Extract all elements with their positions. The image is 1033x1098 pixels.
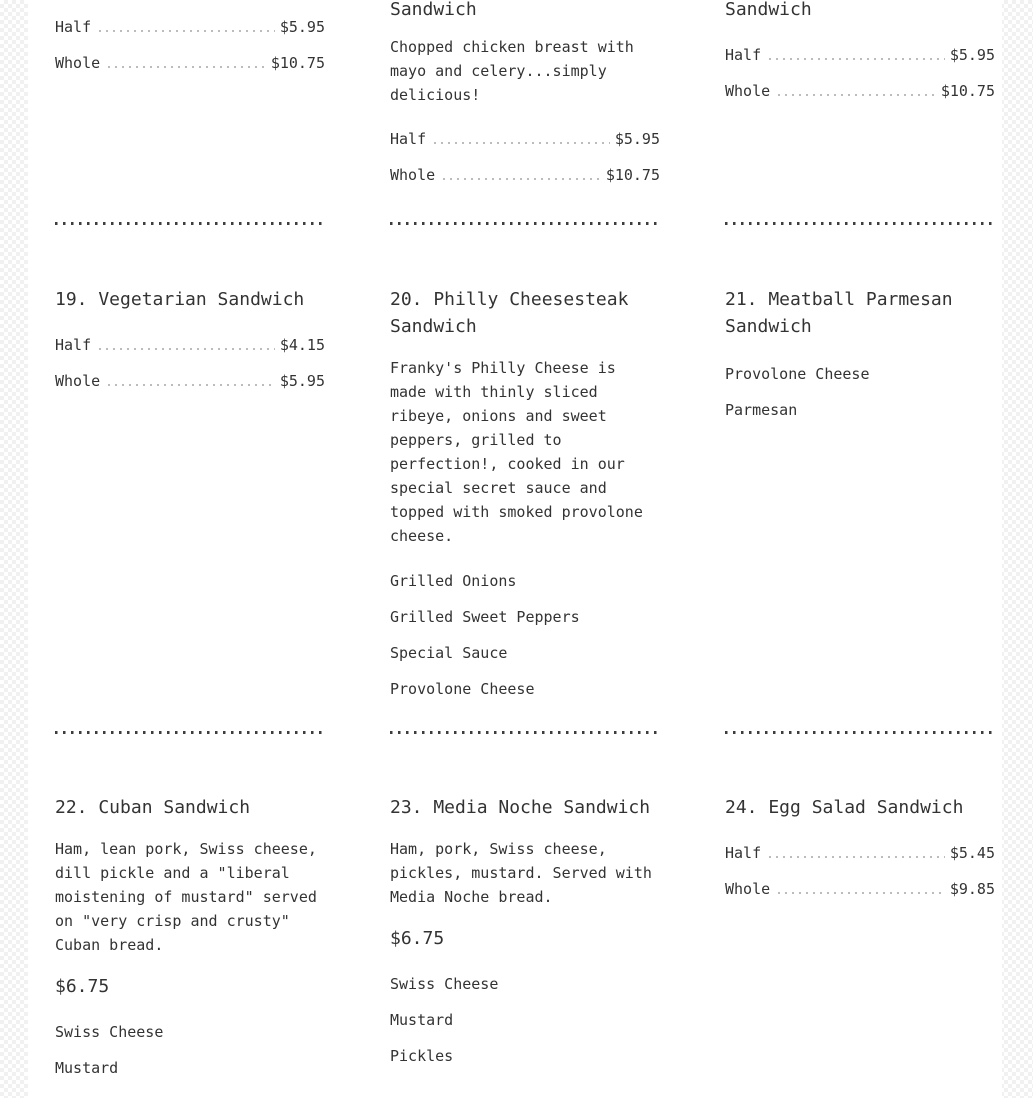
- menu-item: [390, 794, 660, 1098]
- ingredient: Grilled Onions: [390, 572, 517, 590]
- ingredient: Provolone Cheese: [725, 365, 870, 383]
- dot-leader: [99, 348, 275, 350]
- price-row: [55, 55, 325, 71]
- dot-leader: [769, 856, 945, 858]
- ingredient: Parmesan: [725, 401, 798, 419]
- menu-item: [55, 794, 325, 1098]
- single-price: $6.75: [390, 928, 445, 949]
- price-value: $10.75: [605, 166, 660, 184]
- price-row: [390, 167, 660, 183]
- menu-item: [55, 0, 325, 225]
- price-value: $5.95: [279, 372, 325, 390]
- price-value: $5.95: [614, 130, 660, 148]
- price-size-label: Half: [55, 18, 92, 36]
- price-value: $10.75: [940, 82, 995, 100]
- price-value: $5.95: [279, 18, 325, 36]
- dot-leader: [108, 384, 275, 386]
- menu-item-description: Franky's Philly Cheese is made with thinly sliced ribeye, onions and sweet peppers, grilled to perfection!, cooked in our special secret sauce and topped with smoked provolone cheese.: [390, 359, 643, 545]
- price-size-label: Whole: [725, 82, 771, 100]
- menu-item: [390, 0, 660, 225]
- price-size-label: Whole: [390, 166, 436, 184]
- content-panel: [28, 0, 1002, 1098]
- menu-row: [28, 734, 1002, 1098]
- menu-item-title: 21. Meatball Parmesan Sandwich: [725, 289, 953, 337]
- menu-item-title: 19. Vegetarian Sandwich: [55, 289, 305, 310]
- price-value: $5.95: [949, 46, 995, 64]
- menu-item-title: Sandwich: [390, 0, 477, 20]
- price-size-label: Half: [55, 336, 92, 354]
- dot-leader: [778, 892, 945, 894]
- price-size-label: Half: [725, 46, 762, 64]
- price-value: $4.15: [279, 336, 325, 354]
- price-size-label: Whole: [55, 54, 101, 72]
- price-value: $5.45: [949, 844, 995, 862]
- price-row: [55, 19, 325, 35]
- ingredient: Mustard: [390, 1011, 454, 1029]
- menu-item: [725, 286, 995, 734]
- ingredient: Grilled Sweet Peppers: [390, 608, 580, 626]
- price-value: $10.75: [270, 54, 325, 72]
- ingredient: Mustard: [55, 1059, 119, 1077]
- price-size-label: Whole: [725, 880, 771, 898]
- menu-item: [725, 794, 995, 1098]
- single-price: $6.75: [55, 976, 110, 997]
- menu-item-description: Chopped chicken breast with mayo and celery...simply delicious!: [390, 38, 634, 104]
- ingredient: Pickles: [390, 1047, 454, 1065]
- ingredient: Special Sauce: [390, 644, 508, 662]
- menu-item: [390, 286, 660, 734]
- menu-item-title: 24. Egg Salad Sandwich: [725, 797, 964, 818]
- price-row: [725, 47, 995, 63]
- menu-item-title: 20. Philly Cheesesteak Sandwich: [390, 289, 629, 337]
- menu-row: [28, 0, 1002, 225]
- price-row: [725, 881, 995, 897]
- menu-row: [28, 225, 1002, 734]
- price-size-label: Half: [390, 130, 427, 148]
- menu-item-description: Ham, lean pork, Swiss cheese, dill pickle and a "liberal moistening of mustard" served on "very crisp and crusty" Cuban bread.: [55, 840, 317, 954]
- price-row: [55, 337, 325, 353]
- price-row: [390, 131, 660, 147]
- menu-item-title: 23. Media Noche Sandwich: [390, 797, 651, 818]
- price-row: [725, 83, 995, 99]
- dot-leader: [769, 58, 945, 60]
- price-row: [725, 845, 995, 861]
- dot-leader: [99, 30, 275, 32]
- dot-leader: [108, 66, 266, 68]
- price-size-label: Half: [725, 844, 762, 862]
- menu-item: [55, 286, 325, 734]
- ingredient: Provolone Cheese: [390, 680, 535, 698]
- dot-leader: [443, 178, 601, 180]
- menu-item-title: 22. Cuban Sandwich: [55, 797, 251, 818]
- ingredient: Swiss Cheese: [55, 1023, 164, 1041]
- menu-item-description: Ham, pork, Swiss cheese, pickles, mustard. Served with Media Noche bread.: [390, 840, 652, 906]
- ingredient: Swiss Cheese: [390, 975, 499, 993]
- dot-leader: [778, 94, 936, 96]
- menu-item-title: Sandwich: [725, 0, 812, 20]
- price-value: $9.85: [949, 880, 995, 898]
- dot-leader: [434, 142, 610, 144]
- price-size-label: Whole: [55, 372, 101, 390]
- price-row: [55, 373, 325, 389]
- menu-item: [725, 0, 995, 225]
